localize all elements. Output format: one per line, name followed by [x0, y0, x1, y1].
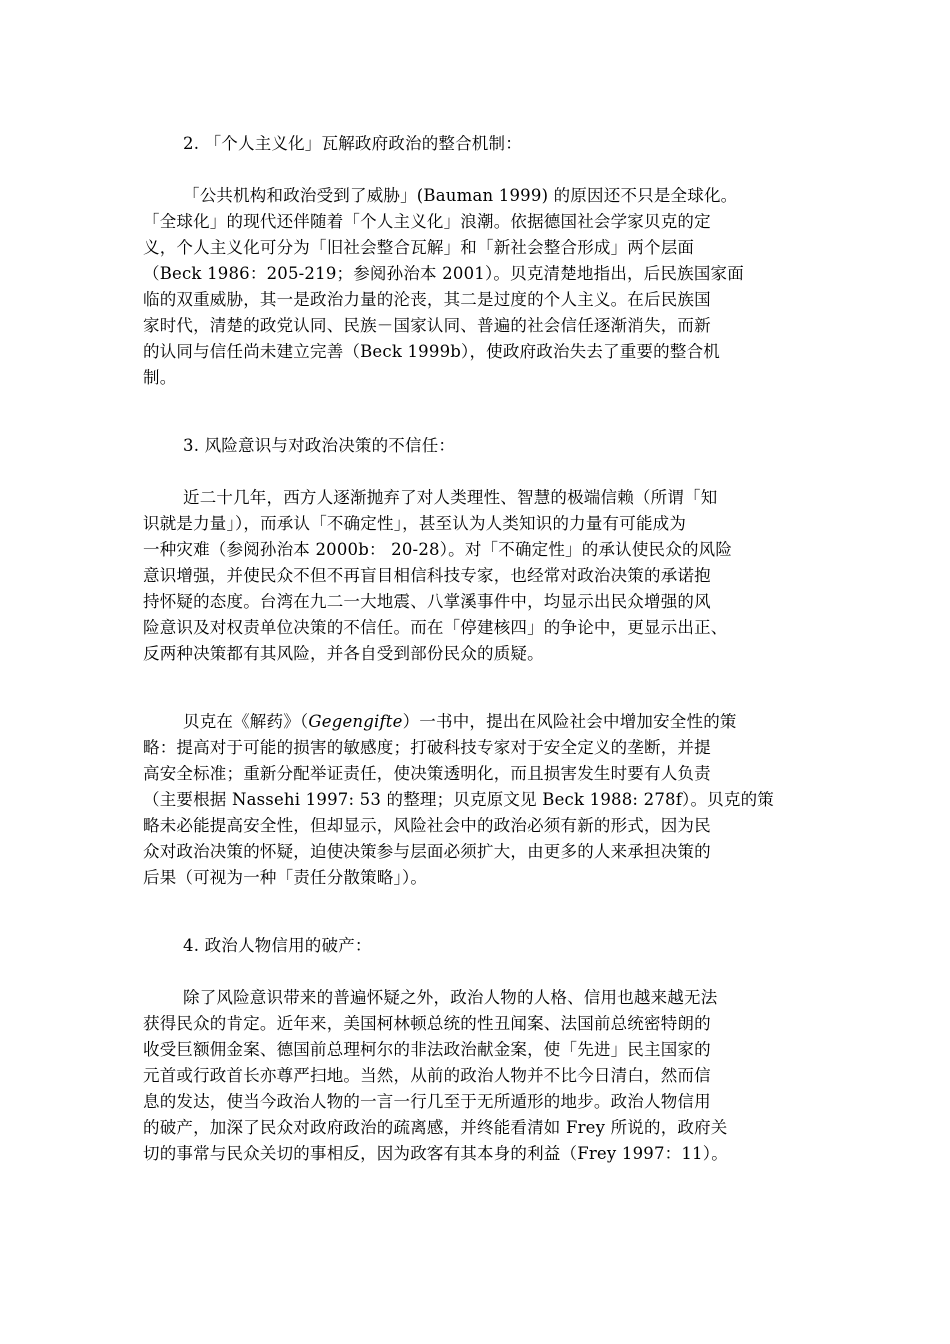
paragraph-line: 高安全标准；重新分配举证责任，使决策透明化，而且损害发生时要有人负责 [143, 764, 711, 783]
paragraph-line: 元首或行政首长亦尊严扫地。当然，从前的政治人物并不比今日清白，然而信 [143, 1066, 711, 1085]
section-2-paragraph-1 [143, 183, 823, 391]
paragraph-line: 略：提高对于可能的损害的敏感度；打破科技专家对于安全定义的垄断，并提 [143, 738, 711, 757]
paragraph-line: （主要根据 Nassehi 1997: 53 的整理；贝克原文见 Beck 1988: 278f）。贝克的策 [143, 790, 774, 809]
paragraph-line: 的破产，加深了民众对政府政治的疏离感，并终能看清如 Frey 所说的，政府关 [143, 1118, 728, 1137]
paragraph-line: 略未必能提高安全性，但却显示，风险社会中的政治必须有新的形式，因为民 [143, 816, 711, 835]
paragraph-line: 切的事常与民众关切的事相反，因为政客有其本身的利益（Frey 1997：11）。 [143, 1144, 728, 1163]
paragraph-line: 贝克在《解药》（Gegengifte）一书中，提出在风险社会中增加安全性的策 [183, 712, 737, 731]
paragraph-line: 收受巨额佣金案、德国前总理柯尔的非法政治献金案，使「先进」民主国家的 [143, 1040, 711, 1059]
paragraph-line: 的认同与信任尚未建立完善（Beck 1999b），使政府政治失去了重要的整合机 [143, 342, 720, 361]
paragraph-line: 义，个人主义化可分为「旧社会整合瓦解」和「新社会整合形成」两个层面 [143, 238, 695, 257]
paragraph-line: （Beck 1986：205-219；参阅孙治本 2001）。贝克清楚地指出，后民族国家面 [143, 264, 744, 283]
section-heading: 3. 风险意识与对政治决策的不信任： [183, 436, 456, 455]
section-3-paragraph-1 [143, 485, 823, 667]
paragraph-line: 制。 [143, 368, 177, 387]
paragraph-line: 意识增强，并使民众不但不再盲目相信科技专家，也经常对政治决策的承诺抱 [143, 566, 711, 585]
paragraph-line: 家时代，清楚的政党认同、民族－国家认同、普遍的社会信任逐渐消失，而新 [143, 316, 711, 335]
paragraph-line: 获得民众的肯定。近年来，美国柯林顿总统的性丑闻案、法国前总统密特朗的 [143, 1014, 711, 1033]
paragraph-line: 近二十几年，西方人逐渐抛弃了对人类理性、智慧的极端信赖（所谓「知 [183, 488, 718, 507]
paragraph-line: 险意识及对权责单位决策的不信任。而在「停建核四」的争论中，更显示出正、 [143, 618, 728, 637]
paragraph-line: 反两种决策都有其风险，并各自受到部份民众的质疑。 [143, 644, 544, 663]
section-2-heading-block [143, 131, 823, 157]
section-3-heading-block [143, 433, 823, 459]
paragraph-line: 一种灾难（参阅孙治本 2000b： 20-28）。对「不确定性」的承认使民众的风险 [143, 540, 733, 559]
section-heading: 2. 「个人主义化」瓦解政府政治的整合机制： [183, 134, 522, 153]
paragraph-line: 后果（可视为一种「责任分散策略」）。 [143, 868, 428, 887]
paragraph-line: 除了风险意识带来的普遍怀疑之外，政治人物的人格、信用也越来越无法 [183, 988, 718, 1007]
section-4-paragraph-1 [143, 985, 823, 1167]
paragraph-line: 息的发达，使当今政治人物的一言一行几至于无所遁形的地步。政治人物信用 [143, 1092, 711, 1111]
paragraph-line: 「公共机构和政治受到了威胁」(Bauman 1999) 的原因还不只是全球化。 [183, 186, 738, 205]
section-3-paragraph-2 [143, 709, 823, 891]
paragraph-line: 持怀疑的态度。台湾在九二一大地震、八掌溪事件中，均显示出民众增强的风 [143, 592, 711, 611]
book-title-italic: Gegengifte [308, 712, 403, 731]
paragraph-line: 「全球化」的现代还伴随着「个人主义化」浪潮。依据德国社会学家贝克的定 [143, 212, 711, 231]
section-heading: 4. 政治人物信用的破产： [183, 936, 372, 955]
section-4-heading-block [143, 933, 823, 959]
paragraph-line: 临的双重威胁，其一是政治力量的沦丧，其二是过度的个人主义。在后民族国 [143, 290, 711, 309]
paragraph-line: 众对政治决策的怀疑，迫使决策参与层面必须扩大，由更多的人来承担决策的 [143, 842, 711, 861]
paragraph-line: 识就是力量」），而承认「不确定性」，甚至认为人类知识的力量有可能成为 [143, 514, 687, 533]
